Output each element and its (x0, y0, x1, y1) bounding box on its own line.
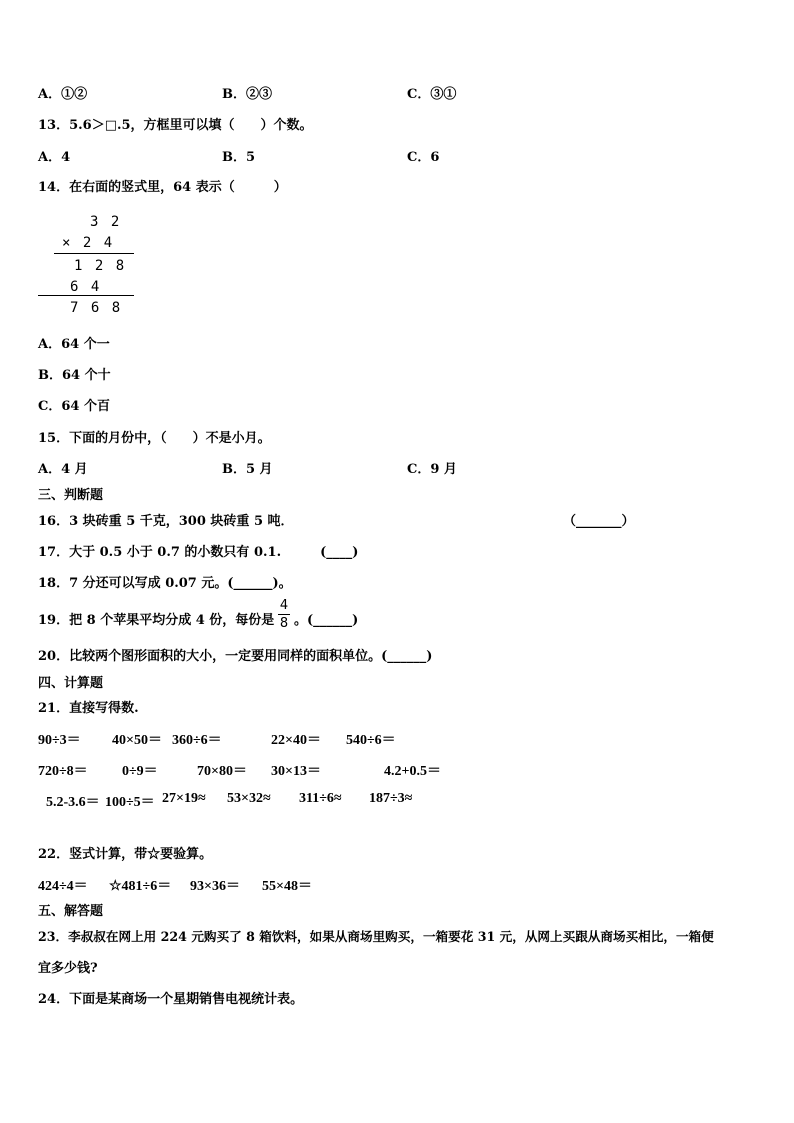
fraction-bar (278, 614, 290, 615)
q21-item: 30×13＝ (271, 764, 321, 779)
q12-option-b: B．②③ (222, 87, 272, 102)
q22-item: 424÷4＝ (38, 879, 88, 894)
q15-question: 15．下面的月份中，（ ）不是小月。 (38, 431, 271, 446)
vertical-row-partial-2: 6 4 (70, 279, 102, 295)
q15-option-a: A．4 月 (38, 462, 88, 477)
q21-item: 360÷6＝ (172, 733, 222, 748)
q13-option-c: C．6 (407, 150, 440, 165)
q21-item: 0÷9＝ (122, 764, 158, 779)
q19-fraction (278, 598, 290, 631)
vertical-row-partial-1: 1 2 8 (74, 258, 127, 274)
section-heading-word-problems: 五、解答题 (38, 904, 104, 919)
vertical-row-product: 7 6 8 (70, 300, 123, 316)
q20-question: 20．比较两个图形面积的大小，一定要用同样的面积单位。(______) (38, 649, 433, 664)
q21-item: 540÷6＝ (346, 733, 396, 748)
vertical-rule-2 (38, 295, 134, 296)
q21-item: 311÷6≈ (299, 791, 342, 806)
q21-item: 100÷5＝ (105, 795, 155, 810)
q21-item: 40×50＝ (112, 733, 162, 748)
q21-item: 187÷3≈ (369, 791, 413, 806)
q13-option-a: A．4 (38, 150, 71, 165)
q21-item: 90÷3＝ (38, 733, 81, 748)
q16-question: 16．3 块砖重 5 千克，300 块砖重 5 吨． (38, 514, 294, 529)
q13-option-b: B．5 (222, 150, 256, 165)
q18-question: 18．7 分还可以写成 0.07 元。(______)。 (38, 576, 292, 591)
q16-answer-blank[interactable]: （_______） (563, 514, 635, 529)
q22-item: 55×48＝ (262, 879, 312, 894)
q12-option-a: A．①② (38, 87, 88, 102)
q14-option-b: B．64 个十 (38, 368, 111, 383)
q21-item: 4.2+0.5＝ (384, 764, 441, 779)
fraction-denominator: 8 (279, 616, 289, 631)
q23-question-line-2: 宜多少钱? (38, 961, 98, 976)
q19-question-suffix: 。(______) (294, 613, 359, 628)
vertical-row-multiplicand: 3 2 (90, 214, 122, 230)
q23-question-line-1: 23．李叔叔在网上用 224 元购买了 8 箱饮料，如果从商场里购买，一箱要花 31 元，从网上买跟从商场买相比，一箱便 (38, 929, 714, 944)
section-heading-calculation: 四、计算题 (38, 676, 104, 691)
q17-question: 17．大于 0.5 小于 0.7 的小数只有 0.1. (____) (38, 545, 359, 560)
q21-item: 27×19≈ (162, 791, 206, 806)
q14-option-c: C．64 个百 (38, 399, 110, 414)
q19-question-prefix: 19．把 8 个苹果平均分成 4 份，每份是 (38, 613, 275, 628)
section-heading-true-false: 三、判断题 (38, 488, 104, 503)
vertical-multiplication (36, 214, 136, 319)
q13-question: 13．5.6＞□.5，方框里可以填（ ）个数。 (38, 118, 313, 133)
q21-question: 21．直接写得数. (38, 701, 139, 716)
q21-item: 22×40＝ (271, 733, 321, 748)
q21-item: 53×32≈ (227, 791, 271, 806)
q21-item: 720÷8＝ (38, 764, 88, 779)
q22-item: ☆481÷6＝ (109, 879, 172, 894)
q14-option-a: A．64 个一 (38, 337, 110, 352)
vertical-rule-1 (54, 253, 134, 254)
q21-item: 70×80＝ (197, 764, 247, 779)
q15-option-b: B．5 月 (222, 462, 273, 477)
fraction-numerator: 4 (279, 598, 289, 613)
q12-option-c: C．③① (407, 87, 457, 102)
q22-item: 93×36＝ (190, 879, 240, 894)
q14-question: 14．在右面的竖式里，64 表示（ ） (38, 180, 287, 195)
q24-question: 24．下面是某商场一个星期销售电视统计表。 (38, 992, 304, 1007)
q22-question: 22．竖式计算，带☆要验算。 (38, 847, 213, 862)
q21-item: 5.2-3.6＝ (46, 795, 100, 810)
q15-option-c: C．9 月 (407, 462, 457, 477)
vertical-row-multiplier: × 2 4 (62, 235, 115, 251)
